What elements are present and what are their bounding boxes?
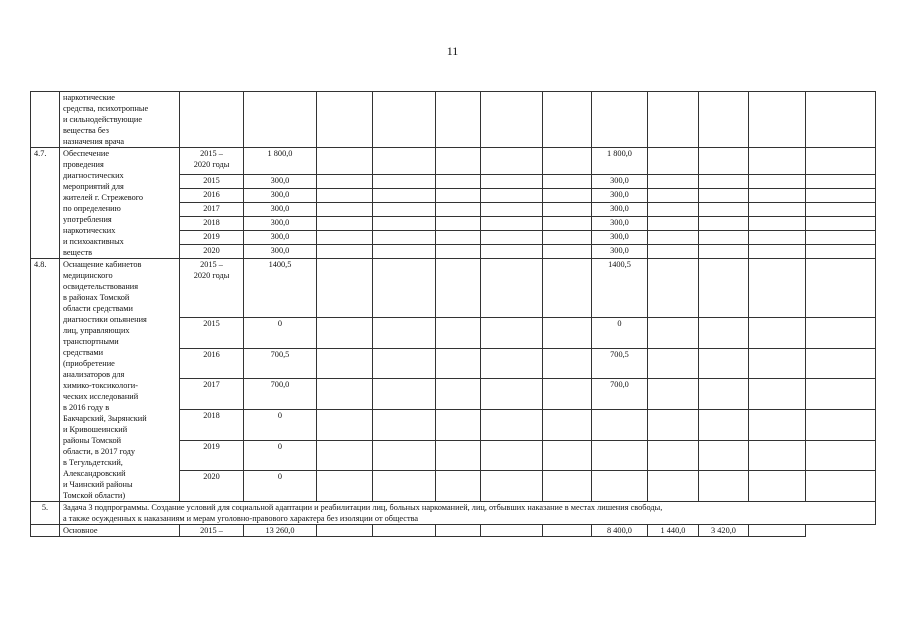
empty-cell bbox=[648, 440, 699, 471]
empty-cell bbox=[648, 148, 699, 175]
empty-cell bbox=[543, 471, 592, 502]
total-cell: 300,0 bbox=[244, 202, 317, 216]
empty-cell bbox=[373, 188, 436, 202]
empty-cell bbox=[373, 317, 436, 348]
empty-cell bbox=[481, 409, 543, 440]
empty-cell bbox=[749, 259, 806, 318]
empty-cell bbox=[436, 92, 481, 148]
empty-cell bbox=[436, 440, 481, 471]
empty-cell bbox=[180, 92, 244, 148]
total-cell: 300,0 bbox=[244, 216, 317, 230]
empty-cell bbox=[806, 188, 876, 202]
row-number bbox=[31, 92, 60, 148]
total-cell: 0 bbox=[244, 409, 317, 440]
empty-cell bbox=[806, 148, 876, 175]
year-cell: 2017 bbox=[180, 202, 244, 216]
empty-cell bbox=[543, 317, 592, 348]
row-number: 5. bbox=[31, 502, 60, 525]
year-cell: 2015 bbox=[180, 174, 244, 188]
year-cell: 2018 bbox=[180, 216, 244, 230]
empty-cell bbox=[317, 216, 373, 230]
funding-cell: 300,0 bbox=[592, 174, 648, 188]
total-cell: 300,0 bbox=[244, 230, 317, 244]
empty-cell bbox=[373, 92, 436, 148]
measure-name bbox=[60, 259, 180, 502]
table-row bbox=[31, 525, 876, 537]
year-cell: 2016 bbox=[180, 348, 244, 379]
empty-cell bbox=[436, 379, 481, 410]
empty-cell bbox=[749, 440, 806, 471]
empty-cell bbox=[317, 409, 373, 440]
empty-cell bbox=[699, 92, 749, 148]
empty-cell bbox=[749, 348, 806, 379]
empty-cell bbox=[543, 244, 592, 258]
empty-cell bbox=[699, 409, 749, 440]
empty-cell bbox=[749, 244, 806, 258]
empty-cell bbox=[436, 525, 481, 537]
total-cell: 1400,5 bbox=[244, 259, 317, 318]
empty-cell bbox=[749, 471, 806, 502]
empty-cell bbox=[648, 244, 699, 258]
empty-cell bbox=[481, 230, 543, 244]
empty-cell bbox=[806, 216, 876, 230]
cell-line: в Тегульдетский, bbox=[63, 458, 123, 467]
empty-cell bbox=[436, 244, 481, 258]
empty-cell bbox=[648, 348, 699, 379]
year-cell: 2017 bbox=[180, 379, 244, 410]
empty-cell bbox=[806, 230, 876, 244]
empty-cell bbox=[699, 148, 749, 175]
cell-line: 2020 годы bbox=[193, 160, 230, 169]
empty-cell bbox=[699, 244, 749, 258]
row-number: 4.7. bbox=[31, 148, 60, 259]
empty-cell bbox=[543, 525, 592, 537]
empty-cell bbox=[699, 348, 749, 379]
cell-line: 2015 – bbox=[200, 260, 223, 269]
total-cell: 300,0 bbox=[244, 244, 317, 258]
empty-cell bbox=[543, 259, 592, 318]
empty-cell bbox=[436, 471, 481, 502]
cell-line: ческих исследований bbox=[63, 392, 139, 401]
year-cell bbox=[180, 259, 244, 318]
empty-cell bbox=[373, 259, 436, 318]
cell-line: транспортными bbox=[63, 337, 119, 346]
total-cell: 0 bbox=[244, 471, 317, 502]
cell-line: назначения врача bbox=[63, 137, 125, 146]
empty-cell bbox=[373, 244, 436, 258]
year-cell: 2018 bbox=[180, 409, 244, 440]
empty-cell bbox=[749, 379, 806, 410]
empty-cell bbox=[436, 174, 481, 188]
empty-cell bbox=[481, 525, 543, 537]
measure-name bbox=[60, 92, 180, 148]
empty-cell bbox=[543, 440, 592, 471]
empty-cell bbox=[749, 525, 806, 537]
empty-cell bbox=[699, 440, 749, 471]
empty-cell bbox=[317, 230, 373, 244]
empty-cell bbox=[806, 409, 876, 440]
empty-cell bbox=[806, 202, 876, 216]
funding-cell: 1400,5 bbox=[592, 259, 648, 318]
task-description bbox=[60, 502, 876, 525]
cell-line: в районах Томской bbox=[63, 293, 130, 302]
empty-cell bbox=[699, 259, 749, 318]
total-cell: 700,5 bbox=[244, 348, 317, 379]
cell-line: и сильнодействующие bbox=[63, 115, 143, 124]
empty-cell bbox=[481, 216, 543, 230]
total-cell: 1 800,0 bbox=[244, 148, 317, 175]
cell-line: медицинского bbox=[63, 271, 113, 280]
empty-cell bbox=[373, 440, 436, 471]
empty-cell bbox=[806, 348, 876, 379]
cell-line: и Чаинский районы bbox=[63, 480, 133, 489]
cell-line: наркотических bbox=[63, 226, 116, 235]
cell-line: лиц, управляющих bbox=[63, 326, 130, 335]
cell-line: диагностики опьянения bbox=[63, 315, 147, 324]
empty-cell bbox=[373, 230, 436, 244]
empty-cell bbox=[543, 348, 592, 379]
empty-cell bbox=[317, 379, 373, 410]
funding-cell: 300,0 bbox=[592, 202, 648, 216]
empty-cell bbox=[481, 188, 543, 202]
empty-cell bbox=[749, 216, 806, 230]
empty-cell bbox=[481, 259, 543, 318]
empty-cell bbox=[699, 188, 749, 202]
year-cell: 2020 bbox=[180, 244, 244, 258]
total-cell: 300,0 bbox=[244, 188, 317, 202]
empty-cell bbox=[436, 216, 481, 230]
cell-line: Бакчарский, Зырянский bbox=[63, 414, 147, 423]
empty-cell bbox=[806, 174, 876, 188]
empty-cell bbox=[317, 202, 373, 216]
cell-line: Обеспечение bbox=[63, 149, 110, 158]
cell-line: вещества без bbox=[63, 126, 109, 135]
empty-cell bbox=[648, 409, 699, 440]
empty-cell bbox=[543, 92, 592, 148]
empty-cell bbox=[373, 348, 436, 379]
empty-cell bbox=[806, 244, 876, 258]
empty-cell bbox=[749, 202, 806, 216]
funding-cell bbox=[592, 409, 648, 440]
empty-cell bbox=[373, 174, 436, 188]
empty-cell bbox=[749, 148, 806, 175]
empty-cell bbox=[481, 440, 543, 471]
cell-line: и психоактивных bbox=[63, 237, 124, 246]
empty-cell bbox=[749, 317, 806, 348]
total-cell: 300,0 bbox=[244, 174, 317, 188]
funding-cell: 700,5 bbox=[592, 348, 648, 379]
cell-line: 2015 – bbox=[200, 149, 223, 158]
empty-cell bbox=[317, 259, 373, 318]
cell-line: и Кривошеинский bbox=[63, 425, 128, 434]
empty-cell bbox=[481, 202, 543, 216]
cell-line: Александровский bbox=[63, 469, 126, 478]
empty-cell bbox=[481, 148, 543, 175]
empty-cell bbox=[373, 202, 436, 216]
empty-cell bbox=[648, 92, 699, 148]
empty-cell bbox=[543, 230, 592, 244]
empty-cell bbox=[699, 317, 749, 348]
cell-line: химико-токсикологи- bbox=[63, 381, 138, 390]
empty-cell bbox=[648, 216, 699, 230]
empty-cell bbox=[543, 148, 592, 175]
funding-cell: 300,0 bbox=[592, 244, 648, 258]
empty-cell bbox=[317, 348, 373, 379]
empty-cell bbox=[699, 471, 749, 502]
year-cell bbox=[180, 148, 244, 175]
cell-line: Оснащение кабинетов bbox=[63, 260, 142, 269]
funding-cell: 300,0 bbox=[592, 188, 648, 202]
empty-cell bbox=[436, 259, 481, 318]
measure-name bbox=[60, 148, 180, 259]
cell-line: а также осужденных к наказаниям и мерам уголовно-правового характера без изоляции от общества bbox=[63, 514, 419, 523]
row-number: 4.8. bbox=[31, 259, 60, 502]
empty-cell bbox=[317, 471, 373, 502]
cell-line: по определению bbox=[63, 204, 121, 213]
empty-cell bbox=[373, 525, 436, 537]
cell-line: 2020 годы bbox=[193, 271, 230, 280]
funding-cell: 8 400,0 bbox=[592, 525, 648, 537]
empty-cell bbox=[317, 174, 373, 188]
empty-cell bbox=[436, 317, 481, 348]
year-cell: 2016 bbox=[180, 188, 244, 202]
empty-cell bbox=[317, 188, 373, 202]
empty-cell bbox=[543, 174, 592, 188]
cell-line: проведения bbox=[63, 160, 104, 169]
year-cell: 2015 – bbox=[180, 525, 244, 537]
empty-cell bbox=[317, 148, 373, 175]
year-cell: 2015 bbox=[180, 317, 244, 348]
empty-cell bbox=[543, 188, 592, 202]
table-row bbox=[31, 502, 876, 525]
table-row bbox=[31, 259, 876, 318]
empty-cell bbox=[699, 379, 749, 410]
empty-cell bbox=[749, 188, 806, 202]
empty-cell bbox=[648, 471, 699, 502]
empty-cell bbox=[436, 409, 481, 440]
cell-line: освидетельствования bbox=[63, 282, 139, 291]
empty-cell bbox=[806, 440, 876, 471]
cell-line: жителей г. Стрежевого bbox=[63, 193, 144, 202]
empty-cell bbox=[806, 317, 876, 348]
year-cell: 2019 bbox=[180, 440, 244, 471]
funding-cell: 700,0 bbox=[592, 379, 648, 410]
empty-cell bbox=[648, 230, 699, 244]
empty-cell bbox=[648, 188, 699, 202]
funding-cell: 300,0 bbox=[592, 216, 648, 230]
empty-cell bbox=[749, 230, 806, 244]
empty-cell bbox=[699, 230, 749, 244]
cell-line: употребления bbox=[63, 215, 112, 224]
cell-line: средства, психотропные bbox=[63, 104, 149, 113]
empty-cell bbox=[648, 174, 699, 188]
empty-cell bbox=[699, 216, 749, 230]
empty-cell bbox=[481, 379, 543, 410]
table-row bbox=[31, 92, 876, 148]
empty-cell bbox=[317, 440, 373, 471]
empty-cell bbox=[806, 379, 876, 410]
cell-line: веществ bbox=[63, 248, 93, 257]
table-row bbox=[31, 148, 876, 175]
empty-cell bbox=[373, 216, 436, 230]
cell-line: в 2016 году в bbox=[63, 403, 110, 412]
total-cell: 13 260,0 bbox=[244, 525, 317, 537]
cell-line: (приобретение bbox=[63, 359, 115, 368]
empty-cell bbox=[317, 525, 373, 537]
empty-cell bbox=[436, 202, 481, 216]
empty-cell bbox=[648, 379, 699, 410]
empty-cell bbox=[481, 92, 543, 148]
table-body bbox=[31, 92, 876, 537]
empty-cell bbox=[592, 92, 648, 148]
row-number bbox=[31, 525, 60, 537]
cell-line: области средствами bbox=[63, 304, 133, 313]
empty-cell bbox=[244, 92, 317, 148]
empty-cell bbox=[699, 174, 749, 188]
cell-line: Задача 3 подпрограммы. Создание условий для социальной адаптации и реабилитации лиц, больных наркоманией, лиц, отбывших наказание в местах лишения свободы, bbox=[63, 503, 663, 512]
funding-cell: 300,0 bbox=[592, 230, 648, 244]
empty-cell bbox=[543, 379, 592, 410]
total-cell: 700,0 bbox=[244, 379, 317, 410]
funding-cell: 1 440,0 bbox=[648, 525, 699, 537]
empty-cell bbox=[543, 216, 592, 230]
funding-cell bbox=[592, 471, 648, 502]
empty-cell bbox=[436, 230, 481, 244]
empty-cell bbox=[436, 188, 481, 202]
empty-cell bbox=[806, 259, 876, 318]
funding-cell: 1 800,0 bbox=[592, 148, 648, 175]
empty-cell bbox=[648, 317, 699, 348]
year-cell: 2019 bbox=[180, 230, 244, 244]
empty-cell bbox=[481, 348, 543, 379]
cell-line: наркотические bbox=[63, 93, 115, 102]
cell-line: мероприятий для bbox=[63, 182, 124, 191]
empty-cell bbox=[373, 379, 436, 410]
empty-cell bbox=[317, 244, 373, 258]
empty-cell bbox=[806, 92, 876, 148]
empty-cell bbox=[373, 409, 436, 440]
total-cell: 0 bbox=[244, 440, 317, 471]
empty-cell bbox=[749, 92, 806, 148]
empty-cell bbox=[373, 471, 436, 502]
funding-cell bbox=[592, 440, 648, 471]
empty-cell bbox=[436, 348, 481, 379]
empty-cell bbox=[699, 202, 749, 216]
year-cell: 2020 bbox=[180, 471, 244, 502]
empty-cell bbox=[543, 409, 592, 440]
cell-line: Томской области) bbox=[63, 491, 126, 500]
empty-cell bbox=[373, 148, 436, 175]
empty-cell bbox=[648, 259, 699, 318]
total-cell: 0 bbox=[244, 317, 317, 348]
empty-cell bbox=[317, 92, 373, 148]
empty-cell bbox=[806, 471, 876, 502]
page-number: 11 bbox=[446, 44, 459, 58]
empty-cell bbox=[648, 202, 699, 216]
empty-cell bbox=[481, 244, 543, 258]
funding-cell: 3 420,0 bbox=[699, 525, 749, 537]
empty-cell bbox=[481, 317, 543, 348]
cell-line: районы Томской bbox=[63, 436, 122, 445]
empty-cell bbox=[481, 471, 543, 502]
empty-cell bbox=[436, 148, 481, 175]
cell-line: средствами bbox=[63, 348, 104, 357]
measure-name: Основное bbox=[60, 525, 180, 537]
empty-cell bbox=[749, 409, 806, 440]
empty-cell bbox=[543, 202, 592, 216]
empty-cell bbox=[481, 174, 543, 188]
program-table bbox=[30, 91, 876, 537]
empty-cell bbox=[317, 317, 373, 348]
funding-cell: 0 bbox=[592, 317, 648, 348]
cell-line: диагностических bbox=[63, 171, 124, 180]
cell-line: анализаторов для bbox=[63, 370, 125, 379]
cell-line: области, в 2017 году bbox=[63, 447, 136, 456]
empty-cell bbox=[749, 174, 806, 188]
